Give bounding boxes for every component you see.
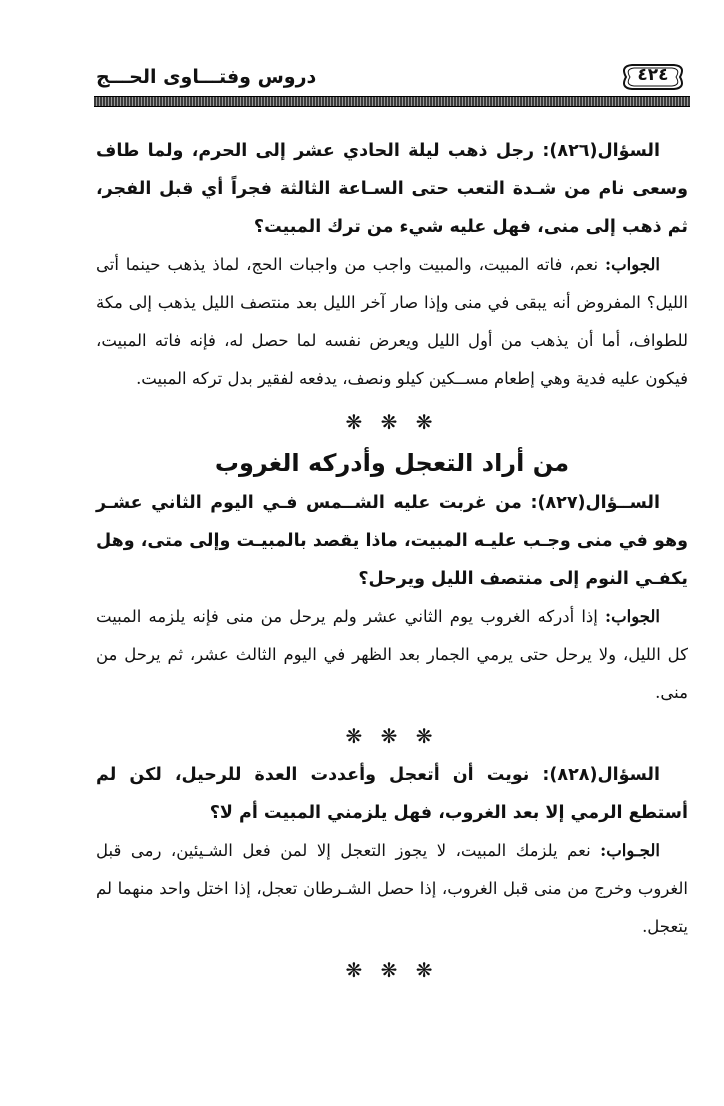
answer-label: الجواب: [605,255,660,274]
question-828: السؤال(٨٢٨): نويت أن أتعجل وأعددت العدة للرحيل، لكن لم أستطع الرمي إلا بعد الغروب، فهل يلزمني المبيت أم لا؟ [96,765,688,823]
page-number: ٤٢٤ [637,65,669,85]
question-826: السؤال(٨٢٦): رجل ذهب ليلة الحادي عشر إلى الحرم، ولما طاف وسعى نام من شـدة التعب حتى السـاعة الثالثة فجراً أي قبل الفجر، ثم ذهب إلى منى، فهل عليه شيء من ترك المبيت؟ [96,141,688,237]
page-header [96,62,688,98]
answer-text: إذا أدركه الغروب يوم الثاني عشر ولم يرحل من منى فإنه يلزمه المبيت كل الليل، ولا يرحل حتى يرمي الجمار بعد الظهر في اليوم الثالث عشر، ثم يرحل من منى. [96,607,688,702]
answer-827 [96,598,688,712]
answer-826 [96,246,688,398]
answer-text: نعم، فاته المبيت، والمبيت واجب من واجبات الحج، لماذ يذهب حينما أتى الليل؟ المفروض أنه يبقى في منى وإذا صار آخر الليل بعد منتصف الليل يذهب إلى مكة للطواف، أما أن يذهب من أول الليل ويعرض نفسه لما حصل له، فإنه فاته المبيت، فيكون عليه فدية وهي إطعام مســكين كيلو ونصف، يدفعه لفقير بدل تركه المبيت. [96,255,688,388]
page-content [96,132,688,990]
page-number-badge [618,62,688,92]
section-title: من أراد التعجل وأدركه الغروب [214,449,570,477]
question-827: الســؤال(٨٢٧): من غربت عليه الشــمس فـي اليوم الثاني عشـر وهو في منى وجـب عليـه المبيت، ماذا يقصد بالمبيـت وإلى متى، وهل يكفـي النوم إلى منتصف الليل ويرحل؟ [96,493,688,589]
book-title: دروس وفتـــاوى الحـــج [96,66,317,88]
section-separator: ❋ ❋ ❋ [345,958,439,982]
section-separator: ❋ ❋ ❋ [345,410,439,434]
answer-828 [96,832,688,946]
section-separator: ❋ ❋ ❋ [345,724,439,748]
answer-label: الجـواب: [600,841,660,860]
answer-label: الجواب: [605,607,660,626]
answer-text: نعم يلزمك المبيت، لا يجوز التعجل إلا لمن فعل الشـيئين، رمى قبل الغروب وخرج من منى قبل الغروب، إذا حصل الشـرطان تعجل، إذا اختل واحد منهما لم يتعجل. [96,841,688,936]
header-divider [94,96,690,107]
